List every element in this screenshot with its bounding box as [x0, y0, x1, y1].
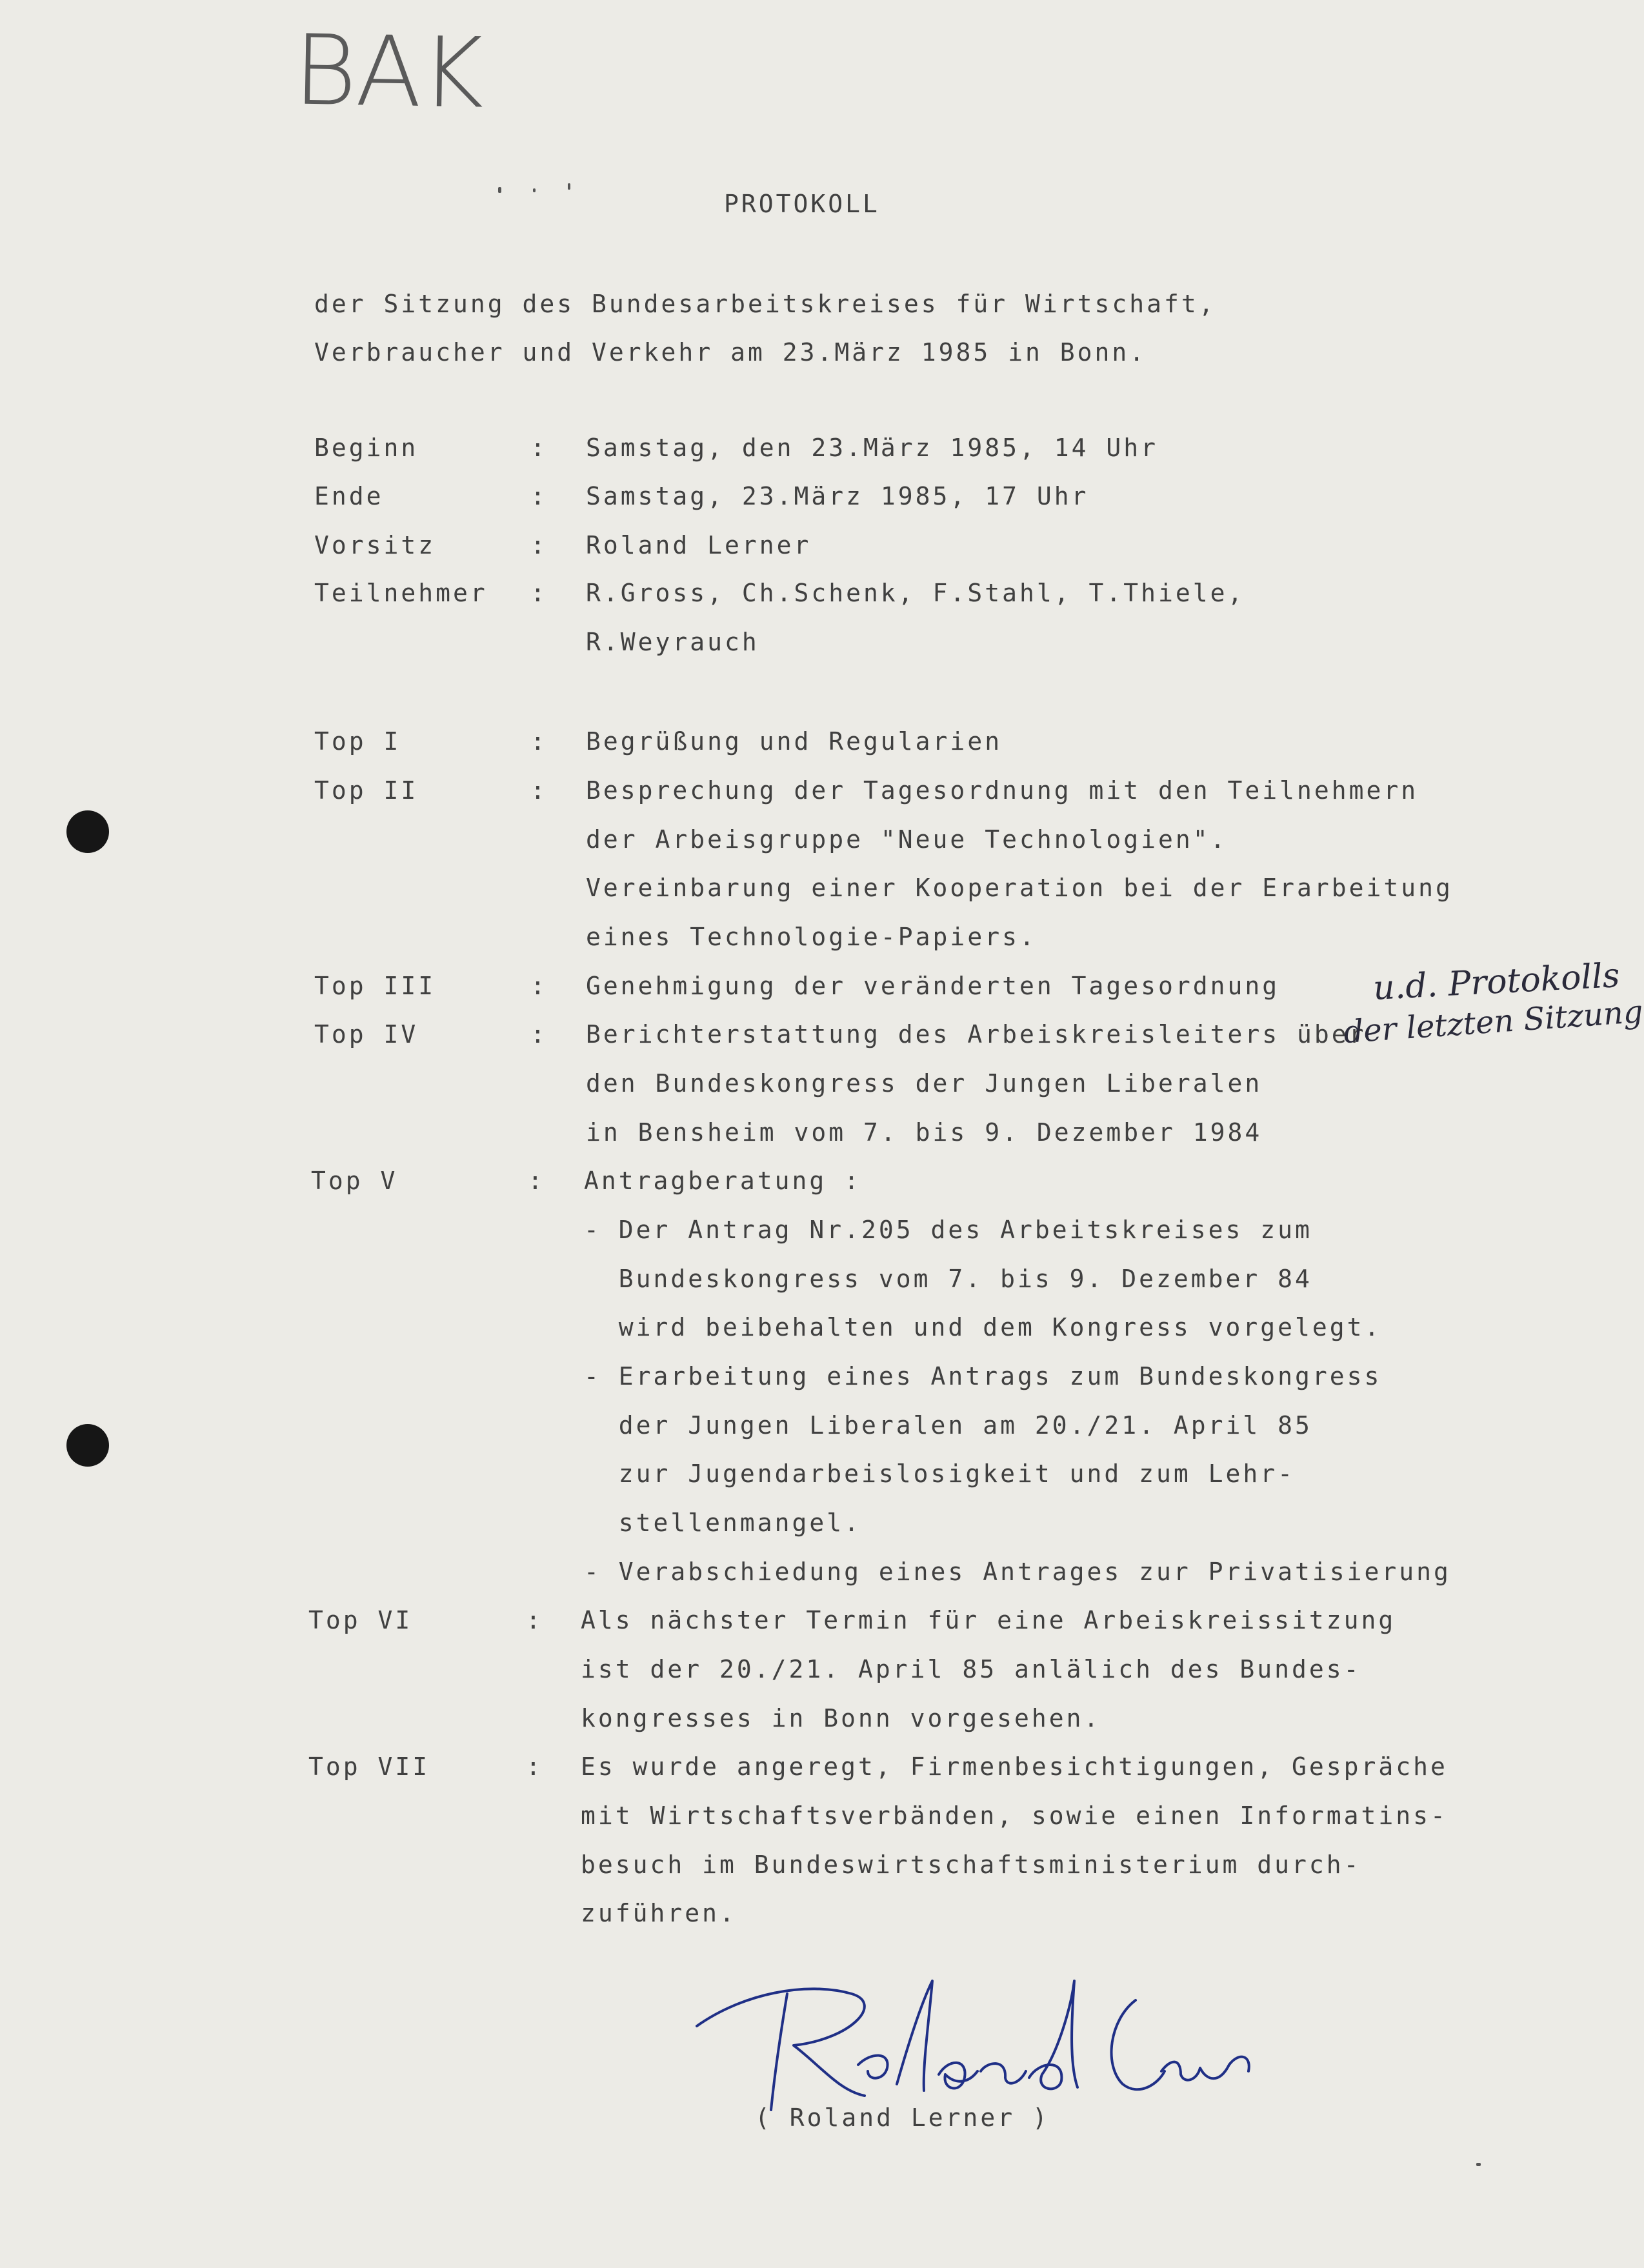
agenda-label: Top IV [314, 1020, 419, 1049]
agenda-label: Top V [311, 1167, 398, 1195]
agenda-text-line: - Der Antrag Nr.205 des Arbeitskreises zum [584, 1216, 1312, 1244]
meta-label: Vorsitz [314, 531, 436, 559]
agenda-separator: : [530, 727, 548, 756]
agenda-text-line: den Bundeskongress der Jungen Liberalen [586, 1069, 1263, 1098]
agenda-text-line: Genehmigung der veränderten Tagesordnung [586, 972, 1280, 1000]
signature-caption: ( Roland Lerner ) [755, 2103, 1050, 2132]
punch-hole [66, 1424, 109, 1467]
agenda-text-line: wird beibehalten und dem Kongress vorgelegt. [584, 1313, 1382, 1341]
meta-separator: : [530, 579, 548, 607]
agenda-text-line: Als nächster Termin für eine Arbeiskreissitzung [581, 1606, 1396, 1634]
pencil-speck [533, 188, 536, 192]
agenda-separator: : [528, 1167, 545, 1195]
signature [684, 1955, 1265, 2123]
agenda-label: Top II [314, 776, 419, 805]
intro-line: Verbraucher und Verkehr am 23.März 1985 in Bonn. [314, 338, 1147, 366]
agenda-label: Top I [314, 727, 401, 756]
agenda-separator: : [530, 972, 548, 1000]
agenda-text-line: besuch im Bundeswirtschaftsministerium durch- [581, 1851, 1361, 1879]
agenda-separator: : [530, 776, 548, 805]
agenda-label: Top VI [308, 1606, 413, 1634]
archive-mark: BAK [292, 14, 484, 130]
agenda-text-line: Antragberatung : [584, 1167, 862, 1195]
document-title: PROTOKOLL [724, 190, 880, 218]
agenda-text-line: - Verabschiedung eines Antrages zur Privatisierung [584, 1558, 1451, 1586]
meta-value: Samstag, 23.März 1985, 17 Uhr [586, 482, 1089, 510]
agenda-text-line: Vereinbarung einer Kooperation bei der Erarbeitung [586, 874, 1453, 902]
agenda-text-line: Besprechung der Tagesordnung mit den Teilnehmern [586, 776, 1419, 805]
meta-value: R.Weyrauch [586, 628, 759, 656]
meta-label: Beginn [314, 434, 419, 462]
agenda-text-line: zuführen. [581, 1899, 737, 1927]
agenda-text-line: ist der 20./21. April 85 anlälich des Bundes- [581, 1655, 1361, 1683]
intro-line: der Sitzung des Bundesarbeitskreises für Wirtschaft, [314, 290, 1216, 318]
meta-value: Roland Lerner [586, 531, 812, 559]
agenda-text-line: stellenmangel. [584, 1509, 862, 1537]
agenda-label: Top III [314, 972, 436, 1000]
pencil-speck [568, 183, 570, 190]
agenda-text-line: Bundeskongress vom 7. bis 9. Dezember 84 [584, 1265, 1312, 1293]
punch-hole [66, 810, 109, 853]
agenda-text-line: kongresses in Bonn vorgesehen. [581, 1704, 1101, 1732]
agenda-text-line: Berichterstattung des Arbeiskreisleiters über [586, 1020, 1367, 1049]
agenda-text-line: in Bensheim vom 7. bis 9. Dezember 1984 [586, 1118, 1263, 1147]
meta-separator: : [530, 482, 548, 510]
meta-label: Ende [314, 482, 384, 510]
meta-separator: : [530, 434, 548, 462]
agenda-separator: : [530, 1020, 548, 1049]
agenda-text-line: Begrüßung und Regularien [586, 727, 1003, 756]
agenda-label: Top VII [308, 1752, 430, 1781]
pencil-speck [1476, 2163, 1481, 2166]
agenda-text-line: Es wurde angeregt, Firmenbesichtigungen, Gespräche [581, 1752, 1448, 1781]
meta-value: R.Gross, Ch.Schenk, F.Stahl, T.Thiele, [586, 579, 1245, 607]
agenda-text-line: - Erarbeitung eines Antrags zum Bundeskongress [584, 1362, 1382, 1390]
agenda-separator: : [526, 1752, 543, 1781]
agenda-text-line: der Jungen Liberalen am 20./21. April 85 [584, 1411, 1312, 1440]
meta-label: Teilnehmer [314, 579, 488, 607]
agenda-text-line: eines Technologie-Papiers. [586, 923, 1037, 951]
agenda-separator: : [526, 1606, 543, 1634]
meta-separator: : [530, 531, 548, 559]
meta-value: Samstag, den 23.März 1985, 14 Uhr [586, 434, 1158, 462]
handwritten-note-line-2: der letzten Sitzung [1342, 993, 1644, 1051]
agenda-text-line: der Arbeisgruppe "Neue Technologien". [586, 825, 1228, 854]
handwritten-note-line-1: u.d. Protokolls [1372, 956, 1621, 1008]
pencil-speck [498, 187, 501, 193]
agenda-text-line: mit Wirtschaftsverbänden, sowie einen Informatins- [581, 1801, 1448, 1830]
agenda-text-line: zur Jugendarbeislosigkeit und zum Lehr- [584, 1460, 1295, 1488]
